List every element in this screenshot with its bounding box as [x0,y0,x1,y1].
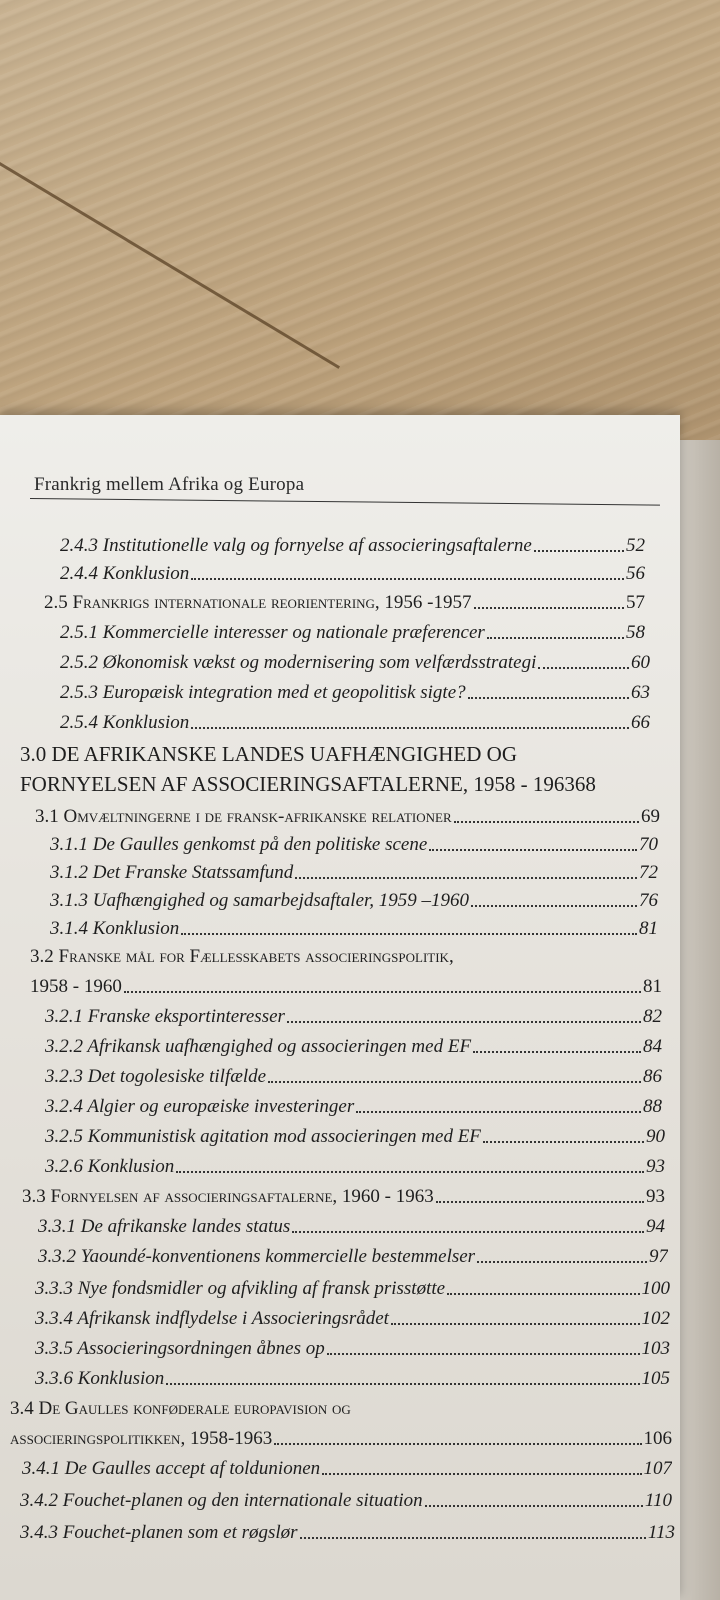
toc-chapter-heading [20,772,665,797]
toc-entry-title: 3.3.2 Yaoundé-konventionens kommercielle bestemmelser [38,1246,476,1267]
toc-entry-title: 3.4.3 Fouchet-planen som et røgslør [20,1522,298,1543]
toc-entry [35,1338,670,1360]
toc-entry-page: 58 [626,622,645,643]
toc-entry [45,1096,662,1118]
toc-entry [44,592,645,614]
toc-entry-page: 57 [626,592,645,613]
toc-entry [35,1278,670,1300]
dot-leader [191,727,629,729]
toc-entry-page: 107 [643,1458,672,1479]
toc-entry [30,976,662,998]
dot-leader [473,1051,641,1053]
dot-leader [474,607,624,609]
toc-entry [60,535,645,557]
dot-leader [268,1081,641,1083]
toc-entry [22,1458,672,1480]
toc-entry-page: 100 [641,1278,670,1299]
toc-entry-title: 1958 - 1960 [30,976,122,997]
toc-entry-title: 2.5.3 Europæisk integration med et geopolitisk sigte? [60,682,466,703]
toc-entry-page: 90 [646,1126,665,1147]
toc-entry-page: 93 [646,1156,665,1177]
toc-entry-title: 3.3 Fornyelsen af associeringsaftalerne, 1960 - 1963 [22,1186,434,1207]
toc-entry [35,1368,670,1390]
toc-entry-title: 2.5.2 Økonomisk vækst og modernisering som velfærdsstrategi [60,652,537,673]
toc-entry-title: 3.0 DE AFRIKANSKE LANDES UAFHÆNGIGHED OG [20,742,518,766]
dot-leader [166,1383,639,1385]
toc-entry-title: 3.2.3 Det togolesiske tilfælde [45,1066,267,1087]
toc-entry-title: 3.2.4 Algier og europæiske investeringer [45,1096,355,1117]
toc-entry-page: 63 [631,682,650,703]
dot-leader [468,697,629,699]
toc-entry-page: 97 [649,1246,668,1267]
dot-leader [534,550,624,552]
toc-entry [45,1006,662,1028]
toc-entry-title: 3.1 Omvæltningerne i de fransk-afrikanske relationer [35,806,452,827]
dot-leader [327,1353,640,1355]
dot-leader [292,1231,644,1233]
toc-entry-page: 56 [626,563,645,584]
toc-entry-page: 82 [643,1006,662,1027]
dot-leader [429,849,637,851]
dot-leader [191,578,624,580]
toc-entry-title: 3.3.6 Konklusion [35,1368,165,1389]
toc-entry-title: 3.3.5 Associeringsordningen åbnes op [35,1338,325,1359]
toc-entry-page: 110 [644,1490,672,1511]
dot-leader [454,821,639,823]
dot-leader [181,933,637,935]
toc-entry-title: 3.4.1 De Gaulles accept af toldunionen [22,1458,321,1479]
toc-entry [35,1308,670,1330]
dot-leader [295,877,637,879]
toc-entry-page: 76 [639,890,658,911]
toc-entry [50,834,658,856]
running-head: Frankrig mellem Afrika og Europa [34,474,305,495]
toc-entry-page: 60 [631,652,650,673]
toc-entry-title: 3.4.2 Fouchet-planen og den internationale situation [20,1490,423,1511]
dot-leader [471,905,637,907]
toc-entry-title: 3.2.5 Kommunistisk agitation mod associeringen med EF [45,1126,481,1147]
toc-entry-page: 103 [641,1338,670,1359]
toc-entry [60,622,645,644]
dot-leader [487,637,624,639]
toc-entry-page: 106 [643,1428,672,1449]
toc-entry-page: 81 [639,918,658,939]
toc-entry-title: associeringspolitikken, 1958-1963 [10,1428,273,1449]
toc-entry [60,712,650,734]
dot-leader [447,1293,639,1295]
dot-leader [124,991,641,993]
toc-entry-page: 68 [574,772,596,796]
toc-entry-title: 3.2.6 Konklusion [45,1156,175,1177]
dot-leader [483,1141,644,1143]
toc-entry [30,946,660,968]
toc-entry-page: 105 [641,1368,670,1389]
toc-entry-title: 2.5.4 Konklusion [60,712,190,733]
toc-entry [60,682,650,704]
toc-entry-page: 86 [643,1066,662,1087]
toc-entry-page: 88 [643,1096,662,1117]
dot-leader [300,1537,646,1539]
toc-entry-page: 70 [639,834,658,855]
toc-entry [45,1036,662,1058]
toc-entry [20,1490,672,1512]
toc-entry-page: 52 [626,535,645,556]
toc-entry [38,1216,665,1238]
toc-entry-title: 3.3.1 De afrikanske landes status [38,1216,291,1237]
dot-leader [176,1171,644,1173]
toc-entry-title: 3.3.3 Nye fondsmidler og afvikling af fransk prisstøtte [35,1278,446,1299]
toc-entry [35,806,660,828]
toc-entry-title: 3.3.4 Afrikansk indflydelse i Associeringsrådet [35,1308,389,1329]
toc-entry [60,563,645,585]
dot-leader [287,1021,641,1023]
toc-entry-title: 3.2 Franske mål for Fællesskabets associeringspolitik, [30,946,454,967]
toc-entry-page: 72 [639,862,658,883]
toc-entry [50,862,658,884]
toc-entry-title: 2.4.3 Institutionelle valg og fornyelse af associeringsaftalerne [60,535,532,556]
toc-entry-page: 69 [641,806,660,827]
toc-entry-title: 3.1.3 Uafhængighed og samarbejdsaftaler, 1959 –1960 [50,890,470,911]
dot-leader [477,1261,647,1263]
toc-entry [45,1066,662,1088]
toc-entry [20,1522,675,1544]
toc-entry-title: 3.1.2 Det Franske Statssamfund [50,862,294,883]
dot-leader [425,1505,643,1507]
toc-entry [45,1156,665,1178]
toc-entry-title: 2.4.4 Konklusion [60,563,190,584]
toc-entry [10,1398,660,1420]
toc-entry [22,1186,665,1208]
toc-entry [50,918,658,940]
toc-entry-title: 3.4 De Gaulles konføderale europavision og [10,1398,351,1419]
toc-entry-page: 113 [647,1522,675,1543]
toc-entry-title: 3.2.1 Franske eksportinteresser [45,1006,285,1027]
toc-entry [60,652,650,674]
toc-entry-title: 2.5.1 Kommercielle interesser og nationale præferencer [60,622,485,643]
toc-chapter-heading [20,742,660,767]
dot-leader [538,667,629,669]
toc-entry-title: 3.1.1 De Gaulles genkomst på den politiske scene [50,834,428,855]
toc-entry [38,1246,668,1268]
toc-entry-page: 102 [641,1308,670,1329]
toc-entry-page: 93 [646,1186,665,1207]
toc-entry [10,1428,672,1450]
dot-leader [391,1323,640,1325]
toc-entry-title: 2.5 Frankrigs internationale reorientering, 1956 -1957 [44,592,472,613]
toc-entry-page: 81 [643,976,662,997]
dot-leader [356,1111,641,1113]
dot-leader [274,1443,641,1445]
toc-entry-page: 84 [643,1036,662,1057]
toc-entry-page: 94 [646,1216,665,1237]
toc-entry [50,890,658,912]
toc-entry-title: 3.1.4 Konklusion [50,918,180,939]
toc-entry-title: 3.2.2 Afrikansk uafhængighed og associeringen med EF [45,1036,472,1057]
dot-leader [322,1473,641,1475]
toc-entry-title: FORNYELSEN AF ASSOCIERINGSAFTALERNE, 1958 - 1963 [20,772,575,796]
dot-leader [436,1201,644,1203]
toc-entry-page: 66 [631,712,650,733]
toc-entry [45,1126,665,1148]
